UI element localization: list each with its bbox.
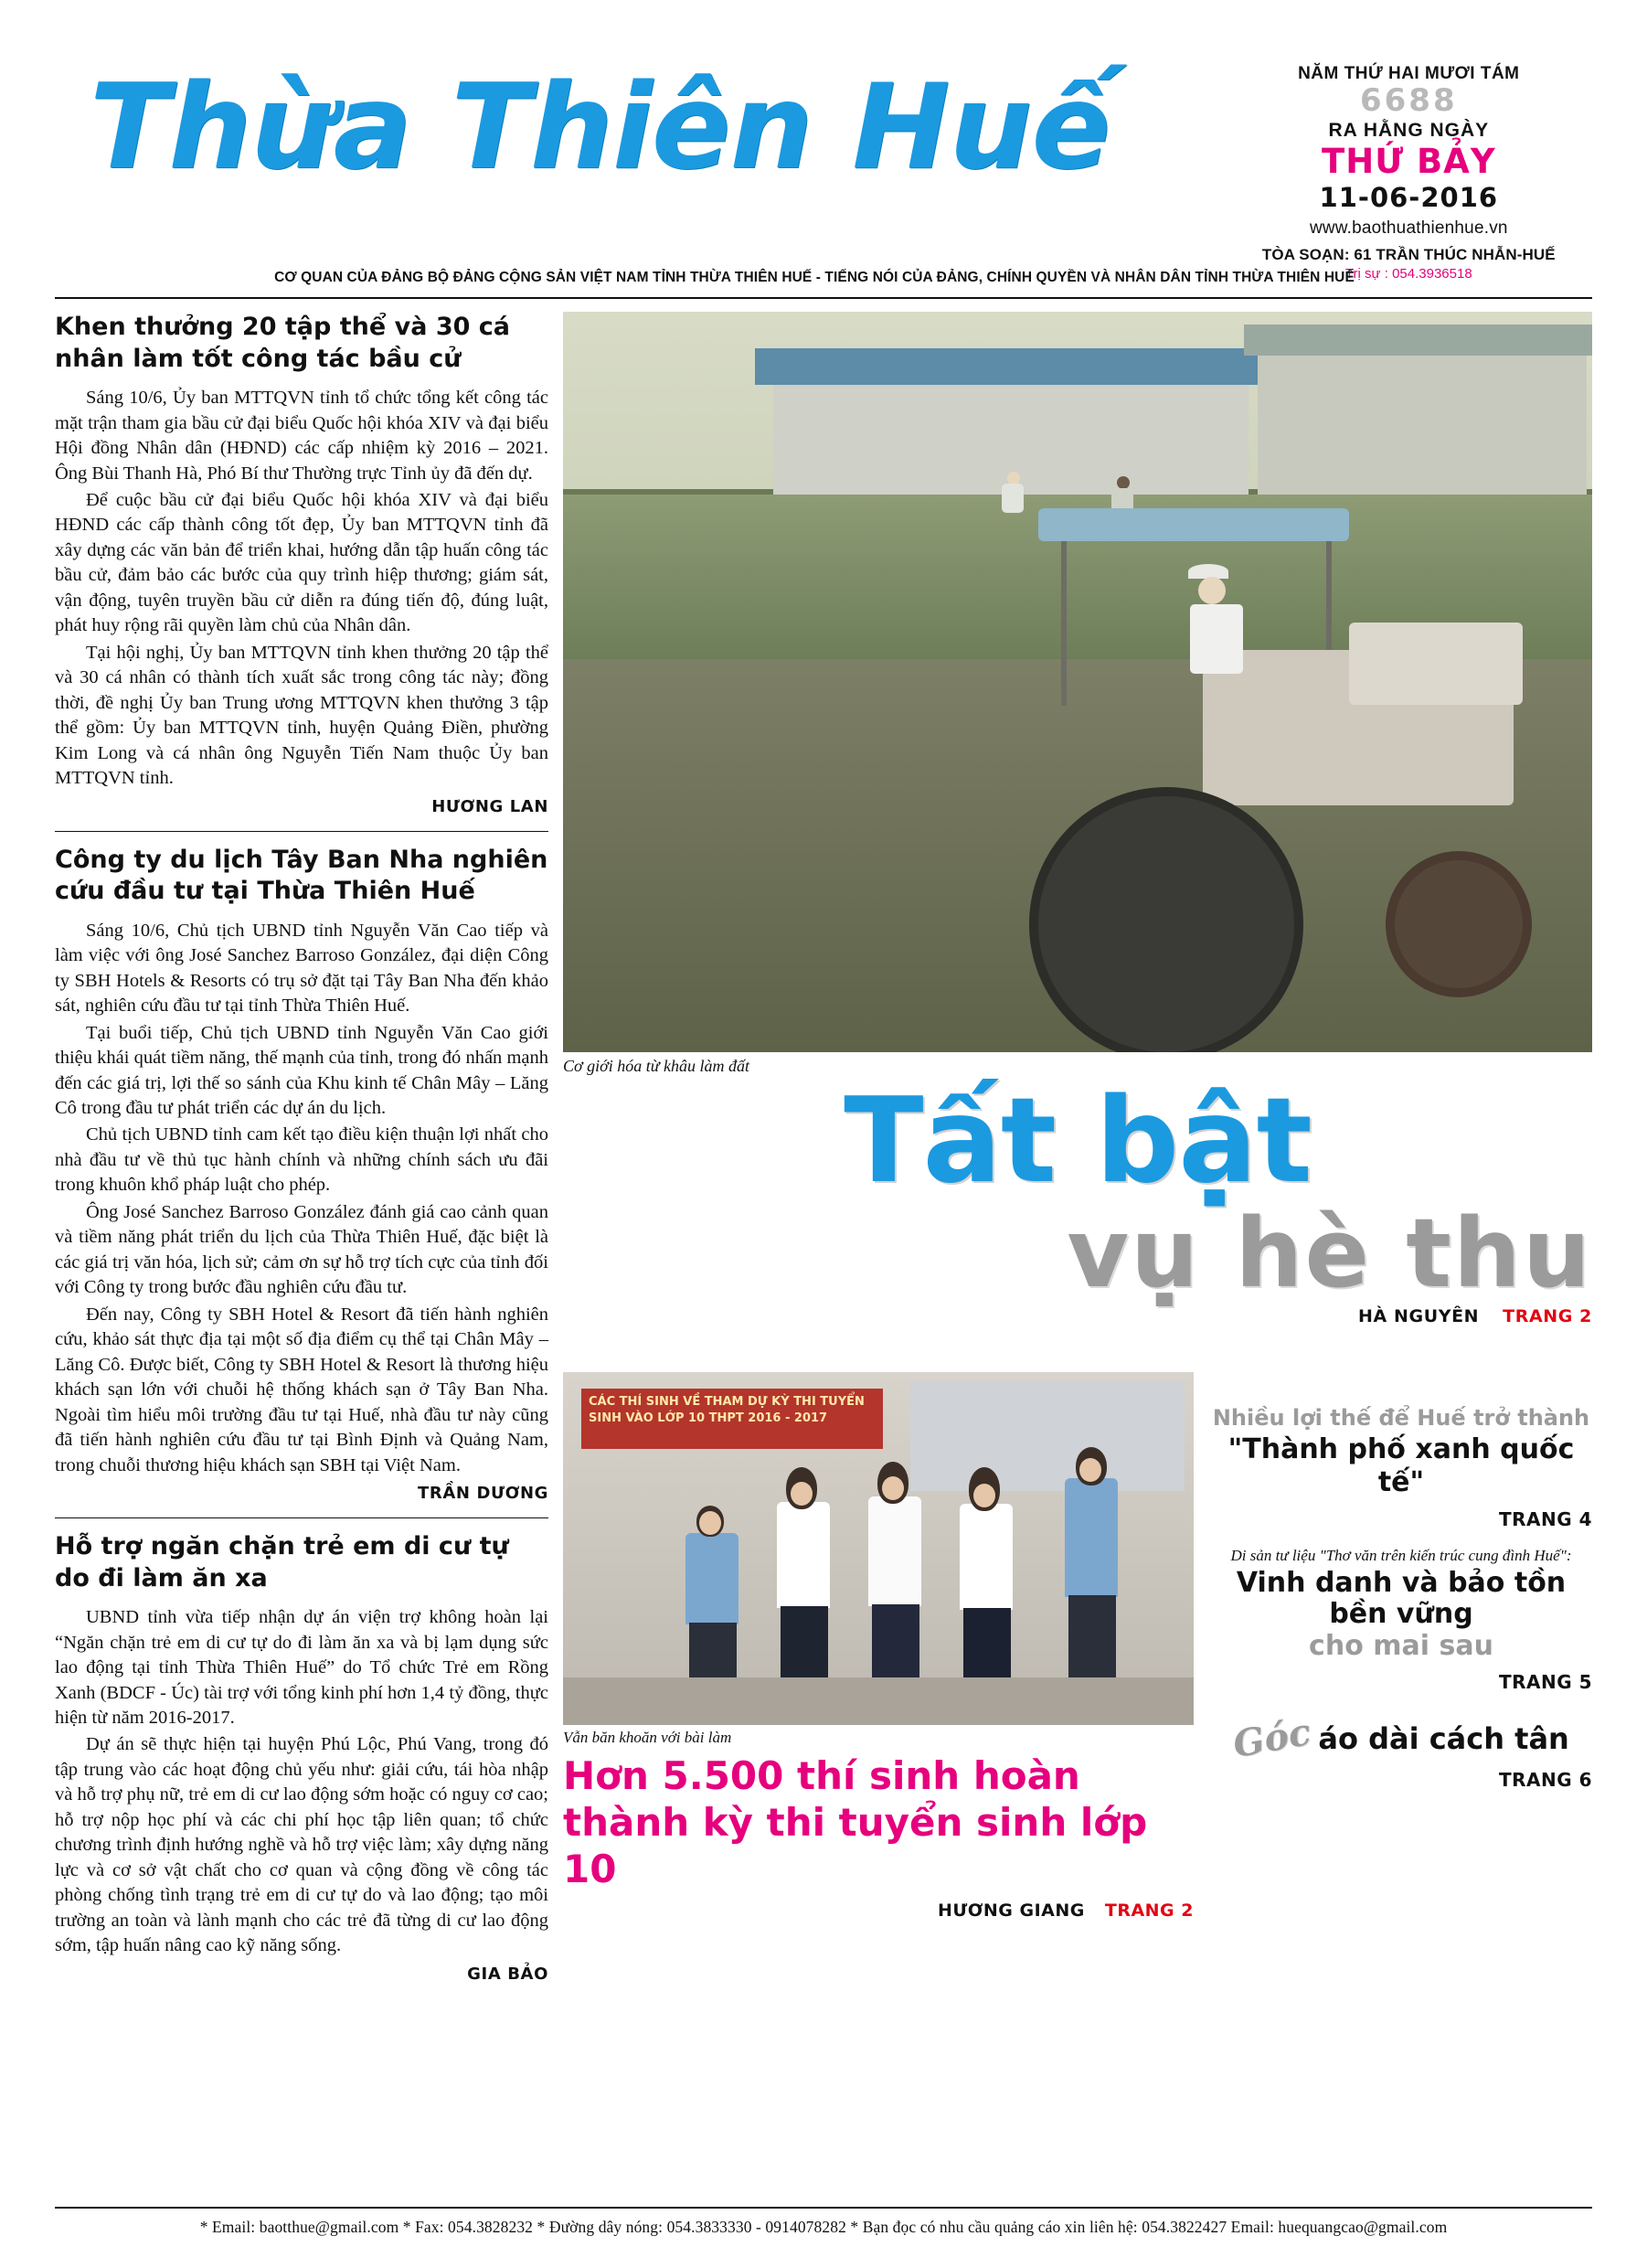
photo-wall: [910, 1381, 1185, 1491]
paragraph: Tại buổi tiếp, Chủ tịch UBND tỉnh Nguyễn Văn Cao giới thiệu khái quát tiềm năng, thế mạnh của tỉnh, trong đó nhấn mạnh đến các giá trị, lợi thế so sánh của Khu kinh tế Chân Mây – Lăng Cô trong đầu tư phát triển các dự án du lịch.: [55, 1022, 548, 1118]
footer: [55, 2207, 1592, 2237]
masthead-subtitle: CƠ QUAN CỦA ĐẢNG BỘ ĐẢNG CỘNG SẢN VIỆT NAM TỈNH THỪA THIÊN HUẾ - TIẾNG NÓI CỦA ĐẢNG, CHÍNH QUYỀN VÀ NHÂN DÂN TỈNH THỪA THIÊN HUẾ: [274, 270, 1355, 285]
secondary-photo: [563, 1372, 1194, 1725]
teaser-author: HÀ NGUYÊN: [1357, 1306, 1480, 1326]
office-address: TÒA SOẠN: 61 TRẦN THÚC NHẪN-HUẾ: [1261, 245, 1556, 263]
lead-teaser[interactable]: [563, 1073, 1592, 1358]
article-divider: [55, 1517, 548, 1518]
teaser-line-1[interactable]: Tất bật: [844, 1073, 1312, 1209]
promo-3-title[interactable]: áo dài cách tân: [1318, 1720, 1569, 1756]
main-photo: [563, 312, 1592, 1052]
promo-2-page-ref[interactable]: TRANG 5: [1498, 1671, 1592, 1694]
photo-roof: [1244, 325, 1592, 356]
article-2-headline[interactable]: Công ty du lịch Tây Ban Nha nghiên cứu đầu tư tại Thừa Thiên Huế: [55, 845, 548, 906]
paragraph: Đến nay, Công ty SBH Hotel & Resort đã tiến hành nghiên cứu, khảo sát thực địa tại một số địa điểm cụ thể tại Chân Mây – Lăng Cô. Được biết, Công ty SBH Hotel & Resort là thương hiệu khách sạn lớn với chuỗi hệ thống khách sạn ở Tây Ban Nha. Ngoài tìm hiểu môi trường đầu tư tại Huế, nhà đầu tư này cũng đã tiến hành nghiên cứu đầu tư tại Bình Định và Quảng Nam, trong chuỗi thương hiệu khách sạn SBH tại Việt Nam.: [55, 1304, 548, 1475]
paragraph: Chủ tịch UBND tỉnh cam kết tạo điều kiện thuận lợi nhất cho nhà đầu tư về thủ tục hành chính và những chính sách ưu đãi trong khuôn khổ pháp luật cho phép.: [55, 1124, 548, 1196]
website-link[interactable]: www.baothuathienhue.vn: [1309, 218, 1508, 238]
paragraph: Sáng 10/6, Chủ tịch UBND tỉnh Nguyễn Văn Cao tiếp và làm việc với ông José Sanchez Barroso González, đại diện Công ty SBH Hotels & Resorts có trụ sở đặt tại Tây Ban Nha đến khảo sát, nghiên cứu đầu tư tại tỉnh Thừa Thiên Huế.: [55, 920, 548, 1017]
photo-floor: [563, 1677, 1194, 1725]
masthead-info: [1226, 53, 1592, 282]
paragraph: Dự án sẽ thực hiện tại huyện Phú Lộc, Phú Vang, trong đó tập trung vào các hoạt động chủ yếu như: giải cứu, tái hòa nhập và hỗ trợ phụ nữ, trẻ em di cư lao động sớm hoặc có nguy cơ cao; hỗ trợ nộp học phí và các chi phí học tập liên quan; tổ chức chương trình định hướng nghề và hỗ trợ việc làm; xây dựng năng lực và cơ sở vật chất cho cơ quan và cộng đồng về công tác phòng chống tình trạng trẻ em di cư tự do và lao động; tạo môi trường an toàn và lành mạnh cho các trẻ đã từng di cư lao động sớm, tập huấn nâng cao kỹ năng sống.: [55, 1734, 548, 1956]
promo-2-subtitle[interactable]: cho mai sau: [1309, 1629, 1493, 1662]
promo-2-kicker: Di sản tư liệu "Thơ văn trên kiến trúc cung đình Huế":: [1230, 1546, 1572, 1564]
issue-date: 11-06-2016: [1319, 181, 1499, 213]
photo-building: [1258, 339, 1587, 495]
paragraph: Sáng 10/6, Ủy ban MTTQVN tỉnh tổ chức tổng kết công tác mặt trận tham gia bầu cử đại biểu Quốc hội khóa XIV và đại biểu Hội đồng Nhân dân (HĐND) các cấp nhiệm kỳ 2016 – 2021. Ông Bùi Thanh Hà, Phó Bí thư Thường trực Tỉnh ủy đã đến dự.: [55, 388, 548, 484]
article-3-headline[interactable]: Hỗ trợ ngăn chặn trẻ em di cư tự do đi làm ăn xa: [55, 1532, 509, 1592]
secondary-credit: [563, 1901, 1194, 1921]
article-3[interactable]: [55, 1531, 548, 1984]
year-line: NĂM THỨ HAI MƯƠI TÁM: [1298, 64, 1520, 83]
article-3-byline: GIA BẢO: [467, 1964, 548, 1984]
footer-contact-line: * Email: baotthue@gmail.com * Fax: 054.3828232 * Đường dây nóng: 054.3833330 - 0914078282 * Bạn đọc có nhu cầu quảng cáo xin liên hệ: 054.3822427 Email: huequangcao@gmail.com: [199, 2218, 1448, 2236]
promo-3-script-word: Góc: [1229, 1710, 1314, 1767]
article-2-byline: TRẦN DƯƠNG: [418, 1484, 548, 1503]
paragraph: Tại hội nghị, Ủy ban MTTQVN tỉnh khen thưởng 20 tập thể và 30 cá nhân có thành tích xuất sắc trong công tác này; đồng thời, đề nghị Ủy ban Trung ương MTTQVN khen thưởng 3 tập thể gồm: Ủy ban MTTQVN tỉnh, huyện Quảng Điền, phường Kim Long và cá nhân ông Nguyễn Tiến Nam thuộc Ủy ban MTTQVN tỉnh.: [55, 642, 548, 789]
weekday-label: THỨ BẢY: [1321, 141, 1496, 181]
secondary-author: HƯƠNG GIANG: [938, 1900, 1085, 1921]
masthead-divider: [55, 297, 1592, 299]
secondary-page-ref[interactable]: TRANG 2: [1104, 1900, 1194, 1921]
secondary-story[interactable]: [563, 1372, 1194, 1921]
photo-tractor-canopy: [1038, 508, 1349, 541]
bottom-area: [563, 1372, 1592, 1921]
left-column: [55, 312, 548, 1984]
photo-tractor-rear-wheel: [1029, 787, 1303, 1052]
promo-1[interactable]: [1210, 1405, 1592, 1530]
article-1[interactable]: [55, 312, 548, 816]
teaser-credit: [563, 1306, 1592, 1326]
main-photo-caption: Cơ giới hóa từ khâu làm đất: [563, 1057, 750, 1075]
right-column: [563, 312, 1592, 1984]
photo-tractor-hood: [1349, 623, 1523, 705]
frequency-label: RA HẰNG NGÀY: [1328, 119, 1490, 141]
issue-number: 6688: [1359, 82, 1458, 119]
masthead-left: [55, 53, 1226, 196]
paragraph: Để cuộc bầu cử đại biểu Quốc hội khóa XIV và đại biểu HĐND các cấp thành công tốt đẹp, Ủy ban MTTQVN tỉnh đã xây dựng các văn bản để triển khai, hướng dẫn tập huấn công tác bầu cử, đảm bảo các bước của quy trình hiệp thương; giám sát, vận động, tuyên truyền bầu cử diễn ra đúng tiến độ, đúng luật, phát huy rộng rãi quyền làm chủ của Nhân dân.: [55, 489, 548, 636]
photo-roof: [755, 348, 1267, 385]
secondary-photo-caption: Vẫn băn khoăn với bài làm: [563, 1729, 732, 1746]
promo-1-title[interactable]: "Thành phố xanh quốc tế": [1227, 1432, 1575, 1498]
promo-3-page-ref[interactable]: TRANG 6: [1498, 1769, 1592, 1792]
office-phone: Trị sự : 054.3936518: [1344, 265, 1472, 282]
article-divider: [55, 831, 548, 832]
promo-2[interactable]: [1210, 1547, 1592, 1694]
promo-3[interactable]: [1210, 1710, 1592, 1792]
article-2[interactable]: [55, 845, 548, 1503]
content-grid: [55, 312, 1592, 1984]
article-1-body: [55, 386, 548, 792]
promo-1-page-ref[interactable]: TRANG 4: [1498, 1507, 1592, 1530]
promo-1-kicker: Nhiều lợi thế để Huế trở thành: [1212, 1405, 1590, 1431]
teaser-line-2[interactable]: vụ hè thu: [1067, 1198, 1592, 1309]
article-2-body: [55, 919, 548, 1478]
promo-2-title[interactable]: Vinh danh và bảo tồn bền vững: [1236, 1566, 1567, 1631]
photo-canopy-pole: [1061, 541, 1067, 706]
article-1-byline: HƯƠNG LAN: [431, 796, 548, 816]
secondary-headline[interactable]: Hơn 5.500 thí sinh hoàn thành kỳ thi tuyển sinh lớp 10: [563, 1753, 1148, 1892]
teaser-page-ref[interactable]: TRANG 2: [1503, 1306, 1592, 1326]
article-3-body: [55, 1605, 548, 1959]
article-1-headline[interactable]: Khen thưởng 20 tập thể và 30 cá nhân làm tốt công tác bầu cử: [55, 313, 511, 373]
paragraph: Ông José Sanchez Barroso González đánh giá cao cảnh quan và tiềm năng phát triển du lịch của Thừa Thiên Huế, đặc biệt là các giá trị văn hóa, lịch sử; cảm ơn sự hỗ trợ tích cực của tỉnh đối với Công ty trong bước đầu nghiên cứu đầu tư.: [55, 1201, 548, 1298]
promo-column: [1210, 1372, 1592, 1921]
photo-tractor-front-wheel: [1386, 851, 1532, 997]
promo-3-row: [1210, 1710, 1592, 1767]
paragraph: UBND tỉnh vừa tiếp nhận dự án viện trợ không hoàn lại “Ngăn chặn trẻ em di cư tự do đi làm ăn xa và bị lạm dụng sức lao động tại tỉnh Thừa Thiên Huế” do Tổ chức Trẻ em Rồng Xanh (BDCF - Úc) tài trợ với tổng kinh phí hơn 1,4 tỷ đồng, thực hiện từ năm 2016-2017.: [55, 1607, 548, 1728]
page-title: Thừa Thiên Huế: [90, 59, 1110, 196]
photo-banner-text: CÁC THÍ SINH VỀ THAM DỰ KỲ THI TUYỂN SINH VÀO LỚP 10 THPT 2016 - 2017: [581, 1389, 883, 1449]
